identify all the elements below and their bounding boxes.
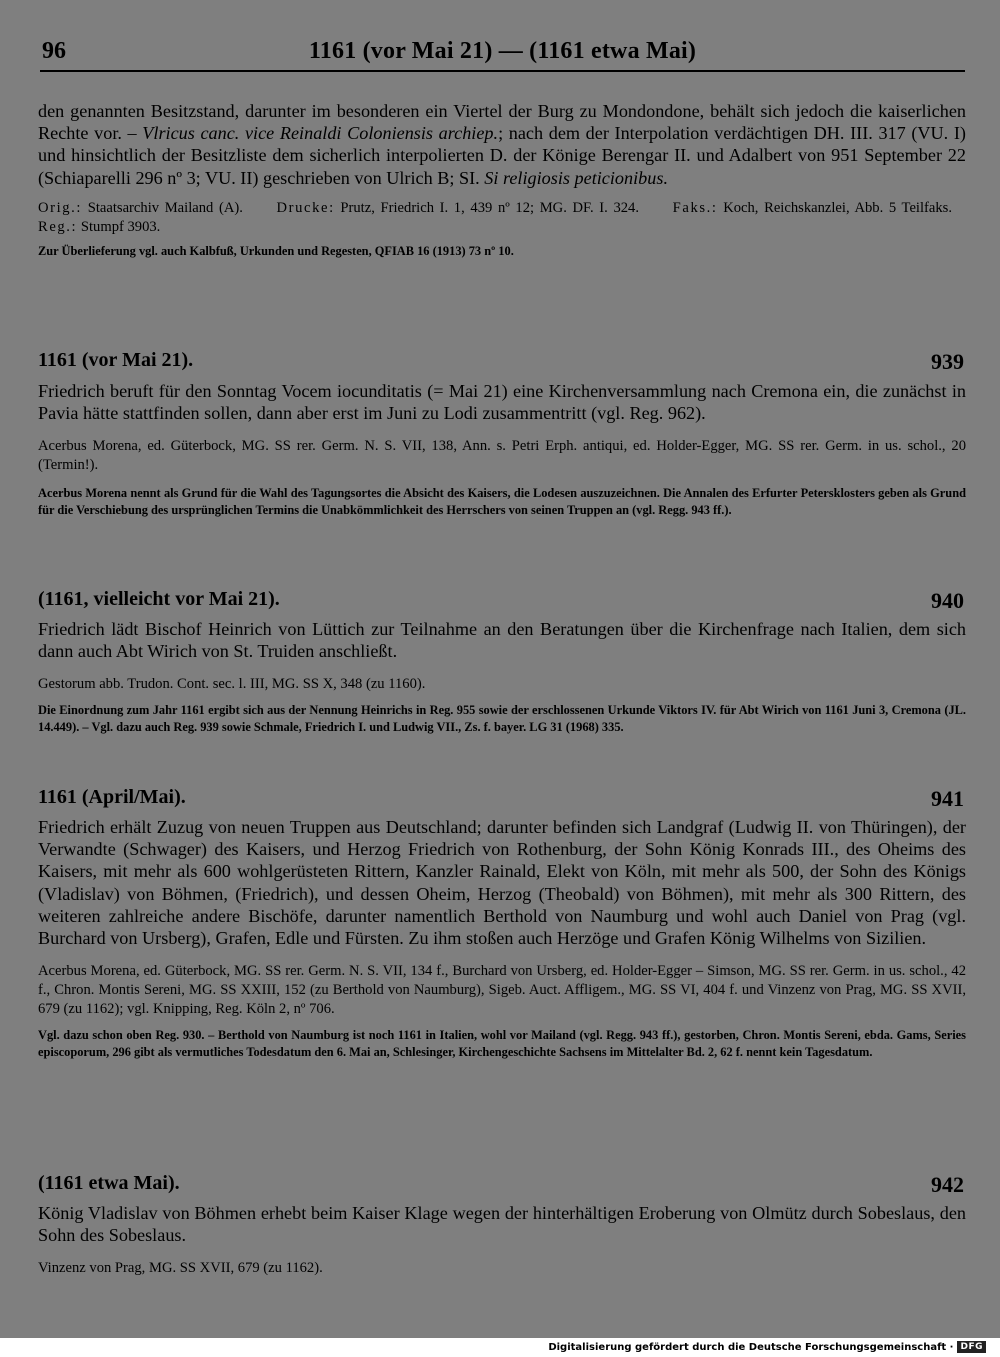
previous-entry-continuation	[38, 100, 966, 259]
entry-939-heading	[38, 349, 966, 377]
entry-date: 1161 (April/Mai).	[38, 786, 186, 808]
entry-date: (1161 etwa Mai).	[38, 1172, 180, 1194]
page-number: 96	[42, 38, 66, 64]
entry-941	[38, 816, 966, 1060]
running-title: 1161 (vor Mai 21) — (1161 etwa Mai)	[308, 38, 697, 64]
previous-entry-note: Zur Überlieferung vgl. auch Kalbfuß, Urkunden und Regesten, QFIAB 16 (1913) 73 nº 10.	[38, 243, 514, 258]
footer-text: Digitalisierung gefördert durch die Deutsche Forschungsgemeinschaft ·	[548, 1341, 954, 1353]
entry-942-heading	[38, 1172, 966, 1200]
entry-number: 941	[931, 786, 964, 811]
entry-940-heading	[38, 588, 966, 616]
entry-date: 1161 (vor Mai 21).	[38, 349, 194, 371]
entry-note: Acerbus Morena nennt als Grund für die Wahl des Tagungsortes die Absicht des Kaisers, die Lodesen auszuzeichnen. Die Annalen des Erfurter Petersklosters geben als Grund für die Verschiebung des ursprünglichen Termins die Unabkömmlichkeit des Herrschers von seinen Truppen an (vgl. Regg. 943 ff.).	[38, 486, 966, 517]
entry-941-heading	[38, 786, 966, 814]
entry-sources: Acerbus Morena, ed. Güterbock, MG. SS rer. Germ. N. S. VII, 138, Ann. s. Petri Erph. antiqui, ed. Holder-Egger, MG. SS rer. Germ. in us. schol., 20 (Termin!).	[38, 438, 966, 474]
entry-sources: Vinzenz von Prag, MG. SS XVII, 679 (zu 1162).	[38, 1260, 323, 1277]
entry-note: Die Einordnung zum Jahr 1161 ergibt sich aus der Nennung Heinrichs in Reg. 955 sowie der erschlossenen Urkunde Viktors IV. für Abt Wirich von 1161 Juni 3, Cremona (JL. 14.449). – Vgl. dazu auch Reg. 939 sowie Schmale, Friedrich I. und Ludwig VII., Zs. f. bayer. LG 31 (1968) 335.	[38, 703, 966, 734]
dfg-logo-icon: DFG	[957, 1341, 986, 1353]
entry-number: 939	[931, 349, 964, 374]
entry-text: Friedrich erhält Zuzug von neuen Truppen aus Deutschland; darunter befinden sich Landgraf (Ludwig II. von Thüringen), der Verwandte (Schwager) des Kaisers, und Herzog Friedrich von Rothenburg, der Sohn König Konrads III., des Oheims des Kaisers, mit mehr als 600 wohlgerüsteten Rittern, Kanzler Rainald, Elekt von Köln, mit mehr als 500, der Sohn des Königs (Vladislav) von Böhmen, (Friedrich), und dessen Oheim, Herzog (Theobald) von Böhmen), mit mehr als 300 Rittern, des weiteren zahlreiche andere Bischöfe, darunter namentlich Berthold von Naumburg und wohl auch Daniel von Prag (vgl. Burchard von Ursberg), Grafen, Edle und Fürsten. Zu ihm stoßen auch Herzöge und Grafen König Wilhelms von Sizilien.	[38, 817, 966, 949]
entry-number: 942	[931, 1172, 964, 1197]
footer-credit	[548, 1341, 986, 1353]
entry-text: Friedrich lädt Bischof Heinrich von Lüttich zur Teilnahme an den Beratungen über die Kirchenfrage nach Italien, dem sich dann auch Abt Wirich von St. Truiden anschließt.	[38, 619, 966, 662]
entry-sources: Gestorum abb. Trudon. Cont. sec. l. III, MG. SS X, 348 (zu 1160).	[38, 676, 426, 693]
entry-940	[38, 618, 966, 735]
page-header	[40, 40, 965, 72]
previous-entry-text: den genannten Besitzstand, darunter im besonderen ein Viertel der Burg zu Mondondone, behält sich jedoch die kaiserlichen Rechte vor. – Vlricus canc. vice Reinaldi Coloniensis archiep.; nach dem der Interpolation verdächtigen DH. III. 317 (VU. I) und hinsichtlich der Besitzliste dem sicherlich interpolierten D. der Könige Berengar II. und Adalbert von 951 September 22 (Schiaparelli 296 nº 3; VU. II) geschrieben von Ulrich B; SI. Si religiosis peticionibus.	[38, 101, 966, 188]
entry-sources: Acerbus Morena, ed. Güterbock, MG. SS rer. Germ. N. S. VII, 134 f., Burchard von Ursberg, ed. Holder-Egger – Simson, MG. SS rer. Germ. in us. schol., 42 f., Chron. Montis Sereni, MG. SS XXIII, 152 (zu Berthold von Naumburg), Sigeb. Auct. Affligem., MG. SS VI, 404 f. und Vinzenz von Prag, MG. SS XVII, 679 (zu 1162); vgl. Knipping, Reg. Köln 2, nº 706.	[38, 963, 966, 1018]
entry-939	[38, 380, 966, 518]
entry-note: Vgl. dazu schon oben Reg. 930. – Berthold von Naumburg ist noch 1161 in Italien, wohl vor Mailand (vgl. Regg. 943 ff.), gestorben, Chron. Montis Sereni, ebda. Gams, Series episcoporum, 296 gibt als vermutliches Todesdatum den 6. Mai an, Schlesinger, Kirchengeschichte Sachsens im Mittelalter Bd. 2, 62 f. nennt kein Tagesdatum.	[38, 1028, 966, 1059]
entry-text: König Vladislav von Böhmen erhebt beim Kaiser Klage wegen der hinterhältigen Eroberung von Olmütz durch Sobeslaus, den Sohn des Sobeslaus.	[38, 1203, 966, 1246]
entry-date: (1161, vielleicht vor Mai 21).	[38, 588, 280, 610]
entry-text: Friedrich beruft für den Sonntag Vocem iocunditatis (= Mai 21) eine Kirchenversammlung nach Cremona ein, die zunächst in Pavia hätte stattfinden sollen, dann aber erst im Juni zu Lodi zusammentritt (vgl. Reg. 962).	[38, 381, 966, 424]
previous-entry-tradition: Orig.: Staatsarchiv Mailand (A). Drucke: Prutz, Friedrich I. 1, 439 nº 12; MG. DF. I. 324. Faks.: Koch, Reichskanzlei, Abb. 5 Teilfaks. Reg.: Stumpf 3903.	[38, 199, 952, 235]
entry-number: 940	[931, 588, 964, 613]
entry-942	[38, 1202, 966, 1278]
